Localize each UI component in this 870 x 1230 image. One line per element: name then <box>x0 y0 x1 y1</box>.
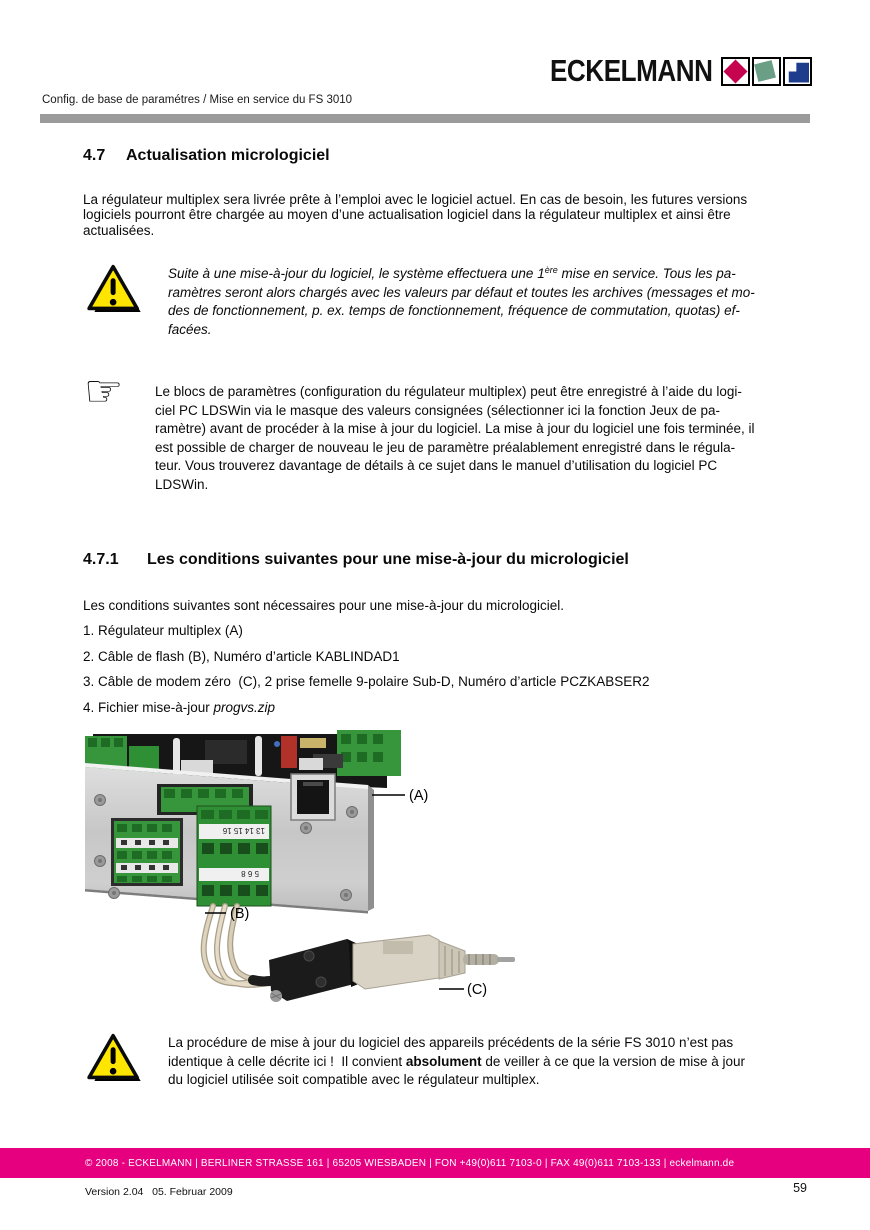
warning-triangle-icon <box>87 1033 141 1081</box>
page-number: 59 <box>793 1181 807 1195</box>
breadcrumb: Config. de base de paramétres / Mise en service du FS 3010 <box>42 94 353 106</box>
note-line: identique à celle décrite ici ! Il convient absolument de veiller à ce que la version de mise à jour <box>168 1053 746 1069</box>
section-number: 4.7 <box>83 147 106 164</box>
note-line: teur. Vous trouverez davantage de détails à ce sujet dans le manuel d’utilisation du logiciel PC <box>155 458 718 474</box>
terminal-numbers-bottom: 5 6 8 <box>241 869 259 878</box>
list-item: 4. Fichier mise-à-jour progvs.zip <box>83 699 276 715</box>
list-item: 3. Câble de modem zéro (C), 2 prise femelle 9-polaire Sub-D, Numéro d’article PCZKABSER2 <box>83 674 650 690</box>
intro-paragraph <box>83 192 747 238</box>
logo-mark <box>719 57 812 86</box>
pointing-hand-icon: ☞ <box>84 366 124 417</box>
note-line: ramètres seront alors chargés avec les valeurs par défaut et toutes les archives (messages et mo- <box>168 284 755 300</box>
warning-note-1 <box>168 261 755 339</box>
label-a: (A) <box>409 788 429 804</box>
paragraph-line: actualisées. <box>83 222 155 238</box>
section-number: 4.7.1 <box>83 551 119 568</box>
section-title: Actualisation micrologiciel <box>126 147 330 164</box>
emphasis-bold: absolument <box>405 1053 482 1069</box>
note-line: LDSWin. <box>155 476 209 492</box>
blue-square-icon <box>786 60 809 83</box>
paragraph-line: logiciels pourront être chargée au moyen d’une actualisation logiciel dans la régulateur multiplex et ainsi être <box>83 207 731 223</box>
warning-note-2 <box>168 1034 745 1090</box>
superscript: ère <box>544 265 558 275</box>
note-line: Le blocs de paramètres (configuration du régulateur multiplex) peut être enregistré à l’aide du logi- <box>155 384 742 399</box>
footer-address: © 2008 - ECKELMANN | BERLINER STRASSE 161 | 65205 WIESBADEN | FON +49(0)611 7103-0 | FAX 49(0)611 7103-133 | eckelmann.de <box>85 1157 735 1169</box>
note-line: Suite à une mise-à-jour du logiciel, le système effectuera une 1ère mise en service. Tous les pa- <box>168 265 736 281</box>
note-line: du logiciel utilisée soit compatible avec le régulateur multiplex. <box>168 1072 540 1088</box>
note-line: est possible de charger de nouveau le jeu de paramètre préalablement enregistré dans le régula- <box>155 439 736 455</box>
conditions-intro: Les conditions suivantes sont nécessaires pour une mise-à-jour du micrologiciel. <box>83 598 564 613</box>
section-4-7-1-heading <box>83 551 629 569</box>
section-title: Les conditions suivantes pour une mise-à-jour du micrologiciel <box>147 551 629 568</box>
dsub-connector-black <box>269 939 366 1002</box>
note-line: La procédure de mise à jour du logiciel des appareils précédents de la série FS 3010 n’est pas <box>168 1035 734 1050</box>
warning-triangle-icon <box>87 264 141 312</box>
note-line: ciel PC LDSWin via le masque des valeurs consignées (sélectionner ici la fonction Jeux de pa- <box>155 402 721 418</box>
dsub-connector-beige <box>353 935 515 989</box>
green-square-icon <box>754 60 776 82</box>
header-rule <box>40 114 810 123</box>
version-text: Version 2.04 05. Februar 2009 <box>85 1186 233 1198</box>
rj45-port <box>291 774 335 820</box>
hand-note <box>155 383 755 495</box>
terminal-numbers-top: 13 14 15 16 <box>222 826 265 835</box>
list-item: 1. Régulateur multiplex (A) <box>83 623 243 639</box>
note-line: des de fonctionnement, p. ex. temps de fonctionnement, fréquence de commutation, quotas) ef- <box>168 303 740 319</box>
left-terminal-block <box>111 818 183 886</box>
device-photo <box>85 730 515 1015</box>
flash-cable-terminal <box>197 806 271 906</box>
section-4-7-heading <box>83 147 330 165</box>
logo-wordmark: ECKELMANN <box>550 53 713 88</box>
logo-box-blue <box>783 57 812 86</box>
label-b: (B) <box>230 906 250 922</box>
conditions-block <box>83 598 649 716</box>
magenta-diamond-icon <box>723 59 747 83</box>
note-line: ramètre) avant de procéder à la mise à jour du logiciel. La mise à jour du logiciel une fois terminée, il <box>155 421 755 437</box>
filename: progvs.zip <box>213 699 276 715</box>
label-c: (C) <box>467 982 488 998</box>
paragraph-line: La régulateur multiplex sera livrée prête à l’emploi avec le logiciel actuel. En cas de besoin, les futures versions <box>83 192 748 207</box>
logo-box-magenta <box>721 57 750 86</box>
eckelmann-logo <box>0 54 812 88</box>
footer-bar <box>0 1148 870 1178</box>
note-line: facées. <box>168 321 212 337</box>
list-item: 2. Câble de flash (B), Numéro d’article KABLINDAD1 <box>83 648 400 664</box>
logo-box-green <box>752 57 781 86</box>
